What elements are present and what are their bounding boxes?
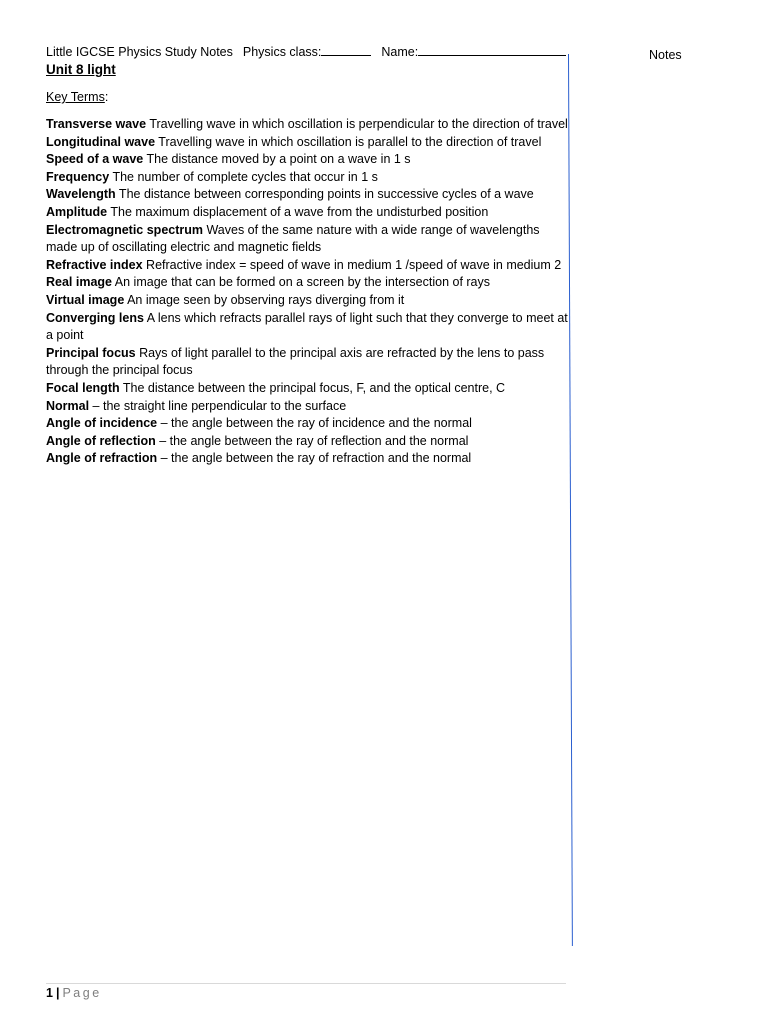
term-definition: – the angle between the ray of refraction and the normal xyxy=(157,451,472,466)
term-entry xyxy=(46,116,568,134)
term-definition: – the angle between the ray of incidence and the normal xyxy=(157,416,472,431)
term-entry xyxy=(46,257,568,275)
term-name: Focal length xyxy=(46,380,120,395)
term-definition: – the straight line perpendicular to the surface xyxy=(89,398,347,413)
term-definition: The number of complete cycles that occur in 1 s xyxy=(109,169,378,184)
term-definition: – the angle between the ray of reflection and the normal xyxy=(155,433,469,448)
name-blank xyxy=(418,43,566,56)
key-terms-colon: : xyxy=(104,90,109,104)
term-definition: The distance moved by a point on a wave in 1 s xyxy=(143,152,411,167)
term-definition: Travelling wave in which oscillation is perpendicular to the direction of travel xyxy=(146,117,568,131)
term-name: Electromagnetic spectrum xyxy=(46,222,203,237)
term-name: Refractive index xyxy=(46,257,143,272)
key-terms-label: Key Terms xyxy=(46,90,105,104)
term-name: Speed of a wave xyxy=(46,152,144,167)
footer-divider xyxy=(46,983,566,984)
page-label: Page xyxy=(62,986,102,1000)
term-name: Frequency xyxy=(46,169,110,184)
term-entry xyxy=(46,274,568,292)
term-name: Angle of reflection xyxy=(46,433,156,448)
term-entry xyxy=(46,310,568,345)
term-entry xyxy=(46,398,568,416)
term-entry xyxy=(46,380,568,398)
term-entry xyxy=(46,450,568,468)
term-name: Real image xyxy=(46,275,113,290)
term-definition: An image seen by observing rays diverging from it xyxy=(124,292,405,307)
page-header xyxy=(46,43,566,60)
term-definition: A lens which refracts parallel rays of light such that they converge to meet at a point xyxy=(46,310,568,343)
unit-title: Unit 8 light xyxy=(46,62,116,77)
term-definition: Waves of the same nature with a wide range of wavelengths made up of oscillating electric and magnetic fields xyxy=(46,222,540,255)
term-definition: Refractive index = speed of wave in medium 1 /speed of wave in medium 2 xyxy=(142,257,562,272)
term-entry xyxy=(46,292,568,310)
term-entry xyxy=(46,186,568,204)
term-definition: The distance between the principal focus, F, and the optical centre, C xyxy=(119,380,506,395)
physics-class-blank xyxy=(321,43,371,56)
term-entry xyxy=(46,415,568,433)
term-definition: Rays of light parallel to the principal axis are refracted by the lens to pass through the principal focus xyxy=(46,345,545,378)
name-label: Name: xyxy=(381,45,419,59)
term-entry xyxy=(46,151,568,169)
course-title: Little IGCSE Physics Study Notes xyxy=(46,45,233,59)
notes-column-label: Notes xyxy=(649,48,682,62)
key-terms-heading xyxy=(46,89,108,105)
term-definition: An image that can be formed on a screen by the intersection of rays xyxy=(112,275,491,290)
term-name: Angle of refraction xyxy=(46,451,158,466)
term-entry xyxy=(46,204,568,222)
term-name: Virtual image xyxy=(46,292,125,307)
term-entry xyxy=(46,345,568,380)
term-name: Amplitude xyxy=(46,204,108,219)
term-name: Transverse wave xyxy=(46,117,147,131)
footer-separator: | xyxy=(55,986,60,1000)
term-name: Longitudinal wave xyxy=(46,134,156,149)
term-entry xyxy=(46,222,568,257)
page-footer xyxy=(46,985,102,1001)
term-definition: Travelling wave in which oscillation is parallel to the direction of travel xyxy=(155,134,542,149)
term-entry xyxy=(46,433,568,451)
term-name: Wavelength xyxy=(46,187,116,202)
term-entry xyxy=(46,134,568,152)
physics-class-label: Physics class: xyxy=(242,45,322,59)
notes-divider-line xyxy=(568,54,573,946)
term-name: Converging lens xyxy=(46,310,144,325)
term-definition: The distance between corresponding points in successive cycles of a wave xyxy=(115,187,534,202)
page-number: 1 xyxy=(46,986,53,1000)
term-name: Principal focus xyxy=(46,345,136,360)
term-name: Angle of incidence xyxy=(46,416,158,431)
key-terms-list xyxy=(46,116,568,468)
term-entry xyxy=(46,169,568,187)
term-definition: The maximum displacement of a wave from the undisturbed position xyxy=(107,204,489,219)
term-name: Normal xyxy=(46,398,90,413)
